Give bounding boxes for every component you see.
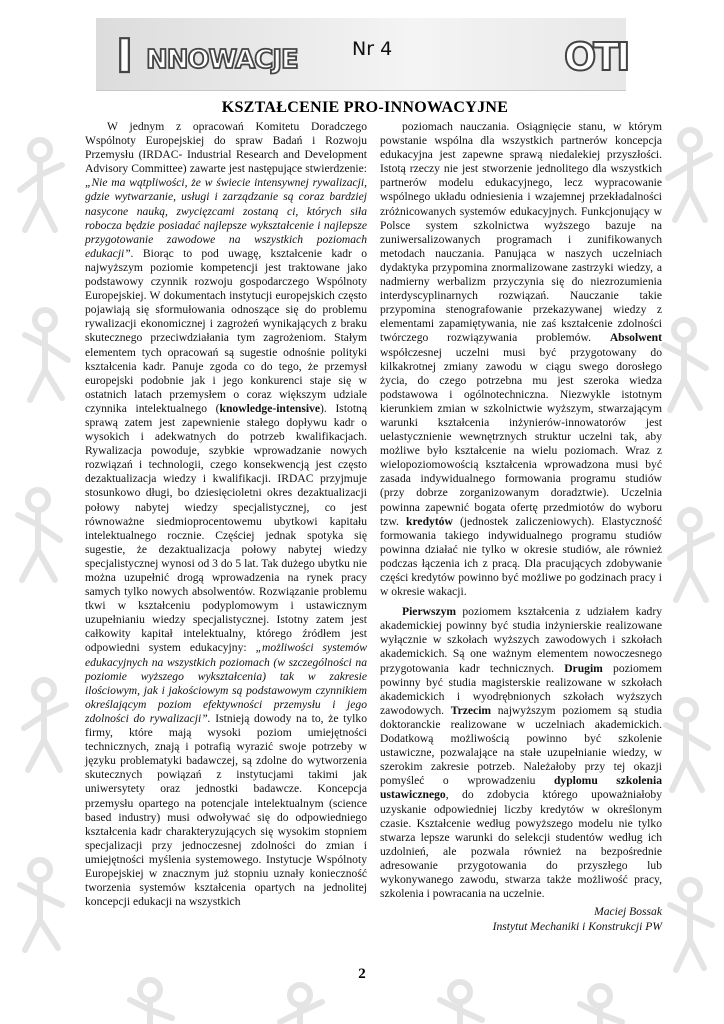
author-signature (380, 905, 662, 934)
left_column-paragraph (85, 120, 367, 909)
body-text: współczesnej uczelni musi być przygotowany do kilkakrotnej zmiany zawodu w ciągu swego dorosłego życia, do czego potrzebna mu jest szeroka wiedza podstawowa i ogólnotechniczna. Niezwykle istotnym kierunkiem zmian w szkolnictwie wyższym, stwarzającym warunki kształcenia inżynierów-innowatorów jest uelastycznienie wewnętrznych struktur uczelni tak, aby możliwe było kształcenie na wielu poziomach. Wraz z wielopoziomowością kształcenia wprowadzona musi być zasada indywidualnego formowania programu studiów (przy dobrze zorganizowanym doradztwie). Uczelnia powinna zapewnić bogata ofertę przedmiotów do wyboru tzw. (380, 345, 662, 528)
bold-text: Pierwszym (402, 605, 457, 619)
quote-text: „Nie ma wątpliwości, że w świecie intensywnej rywalizacji, gdzie wytwarzanie, usługi i zarządzanie są coraz bardziej nasycone nauką, zwycięzcami zostaną ci, których siła robocza będzie posiadać najlepsze wykształcenie i najlepsze przygotowanie zawodowe na wszystkich poziomach edukacji”. (85, 176, 367, 260)
svg-text:OTI: OTI (564, 35, 628, 79)
body-text: poziomem kształcenia z udziałem kadry akademickiej powinny być studia inżynierskie realizowane wyłącznie w szkołach wyższych zawodowych i szkołach akademickich. Są one ważnym elementem nowoczesnego przygotowania kadr technicznych. (380, 605, 662, 675)
body-text: ). Istotną sprawą zatem jest zapewnienie stałego dopływu kadr o wysokich i adekwatnych do potrzeb kwalifikacjach. Rywalizacja powoduje, szybkie wprowadzanie nowych rozwiązań i technologii, czego konsekwencją jest często dezaktualizacja wiedzy i kwalifikacji. IRDAC przyjmuje stosunkowo długi, bo dziesięcioletni okres dezaktualizacji połowy nabytej wiedzy specjalistycznej, co jest równoważne siedmioprocentowemu ubytkowi kapitału intelektualnego rocznie. Częściej jednak spotyka się sugestie, że dezaktualizacja połowy nabytej wiedzy specjalistycznej wynosi od 3 do 5 lat. Tak dużego ubytku nie można uzupełnić drogą wprowadzenia na rynek pracy samych tylko nowych absolwentów. Rozwiązanie problemu tkwi w kształceniu podyplomowym i ustawicznym uzupełnianiu wiedzy specjalistycznej. Istotny zatem jest całkowity kapitał intelektualny, którego źródłem jest odpowiedni system edukacyjny: (85, 401, 367, 655)
bold-text: kredytów (406, 514, 453, 528)
article-title: KSZTAŁCENIE PRO-INNOWACYJNE (221, 99, 509, 116)
svg-text:NNOWACJE: NNOWACJE (146, 45, 298, 75)
body-text: (jednostek zaliczeniowych). Elastyczność formowania takiego indywidualnego programu studiów powinna działać nie tylko w okresie studiów, ale również podczas łączenia ich z pracą. Dla pracujących zdobywanie części kredytów powinno być możliwe po godzinach pracy i w okresie wakacji. (380, 514, 662, 599)
page-number: 2 (358, 966, 366, 982)
body-text: Biorąc to pod uwagę, kształcenie kadr o najwyższym poziomie kompetencji jest traktowane jako podstawowy czynnik rozwoju gospodarczego Wspólnoty Europejskiej. W dokumentach instytucji europejskich często pojawiają się sformułowania odnoszące się do problemu rywalizacji ekonomicznej i zagrożeń wynikających z braku skutecznego przeciwdziałania tym zagrożeniom. Stałym elementem tych opracowań są sugestie odnośnie polityki kształcenia kadr. Panuje zgoda co do tego, że przemysł europejski podobnie jak i jego konkurenci staje się w ostatnich latach przemysłem o coraz większym udziale czynnika intelektualnego ( (85, 246, 367, 415)
bold-text: Absolwent (609, 331, 662, 345)
svg-text:I: I (116, 29, 134, 83)
quote-text: „możliwości systemów edukacyjnych na wszystkich poziomach (w szczególności na poziomie wyższego wykształcenia) tak w zakresie ilościowym, jak i jakościowym są podstawowym czynnikiem określającym poziom efektywności przemysłu i jego zdolności do rywalizacji”. (85, 641, 367, 725)
right_column-paragraph (380, 605, 662, 901)
oti-logo (560, 22, 630, 84)
author-name: Maciej Bossak (594, 905, 662, 919)
bold-text: knowledge-intensive (219, 401, 321, 415)
innowacje-logo (112, 22, 298, 84)
body-text: , do zdobycia którego upoważniałoby uzyskanie odpowiedniej liczby kredytów w określonym czasie. Kształcenie według powyższego modelu nie tylko stwarza lepsze warunki do selekcji studentów według ich uzdolnień, ale pozwala również na bezpośrednie adresowanie przygotowania do przyszłego lub wykonywanego zawodu, stwarza także możliwość pracy, szkolenia i powracania na uczelnie. (380, 788, 662, 901)
body-text: poziomach nauczania. Osiągnięcie stanu, w którym powstanie wspólna dla wszystkich partnerów koncepcja edukacyjna jest zapewne sprawą niedalekiej przyszłości. Istotą rzeczy nie jest stworzenie jednolitego dla wszystkich partnerów modelu edukacyjnego, lecz wypracowanie wspólnego układu odniesienia i wzajemnej przekładalności zróżnicowanych systemów edukacyjnych. Funkcjonujący w Polsce system szkolnictwa wyższego bazuje na zuniwersalizowanych programach i zunifikowanych metodach nauczania. Panująca w naszych uczelniach dydaktyka przypomina znormalizowane zastrzyki wiedzy, a nadmierny werbalizm przyczynia się do niezrozumienia interdyscyplinarnych rozwiązań. Nauczanie takie przypomina stenografowanie przekazywanej wiedzy z elementami zapamiętywania, nie zaś kształcenie zdolności twórczego rozwiązywania problemów. (380, 120, 662, 345)
bold-text: dyplomu szkolenia ustawicznego (380, 774, 662, 802)
bold-text: Trzecim (450, 703, 492, 717)
body-text: W jednym z opracowań Komitetu Doradczego Wspólnoty Europejskiej do spraw Badań i Rozwoju Przemysłu (IRDAC- Industrial Research and Development Advisory Committee) zawarte jest następujące stwierdzenie: (85, 120, 367, 176)
left-column (85, 120, 367, 909)
body-text: najwyższym poziomem są studia doktoranckie realizowane w uczelniach akademickich. Dodatkową możliwością powinno być szkolenie ustawiczne, pozwalające na stałe uzupełnianie wiedzy, w szerokim zakresie potrzeb. Należałoby przy tej okazji pomyśleć o wprowadzeniu (380, 703, 662, 788)
right_column-paragraph (380, 120, 662, 599)
right-column (380, 120, 662, 934)
issue-number: Nr 4 (352, 38, 393, 60)
author-affiliation: Instytut Mechaniki i Konstrukcji PW (492, 919, 662, 933)
bold-text: Drugim (564, 661, 603, 675)
body-text: Istnieją dowody na to, że tylko firmy, które mają wysoki poziom umiejętności technicznych, znają i potrafią wyrazić swoje potrzeby w języku problematyki badawczej, są zdolne do wytworzenia skutecznych powiązań z instytucjami takimi jak uniwersytety oraz jednostki badawcze. Koncepcja przemysłu opartego na potencjale intelektualnym (science based industry) musi odwoływać się do odpowiedniego kształcenia kadr charakteryzujących się wysokim stopniem specjalizacji przy jednoczesnej zdolności do zmian i umiejętności myślenia systemowego. Instytucje Wspólnoty Europejskiej w znacznym już stopniu uznały konieczność tworzenia systemów kształcenia opartych na jednolitej koncepcji edukacji na wszystkich (85, 711, 367, 909)
body-text: poziomem powinny być studia magisterskie realizowane w szkołach akademickich i wyodrębnionych szkołach wyższych zawodowych. (380, 661, 662, 717)
